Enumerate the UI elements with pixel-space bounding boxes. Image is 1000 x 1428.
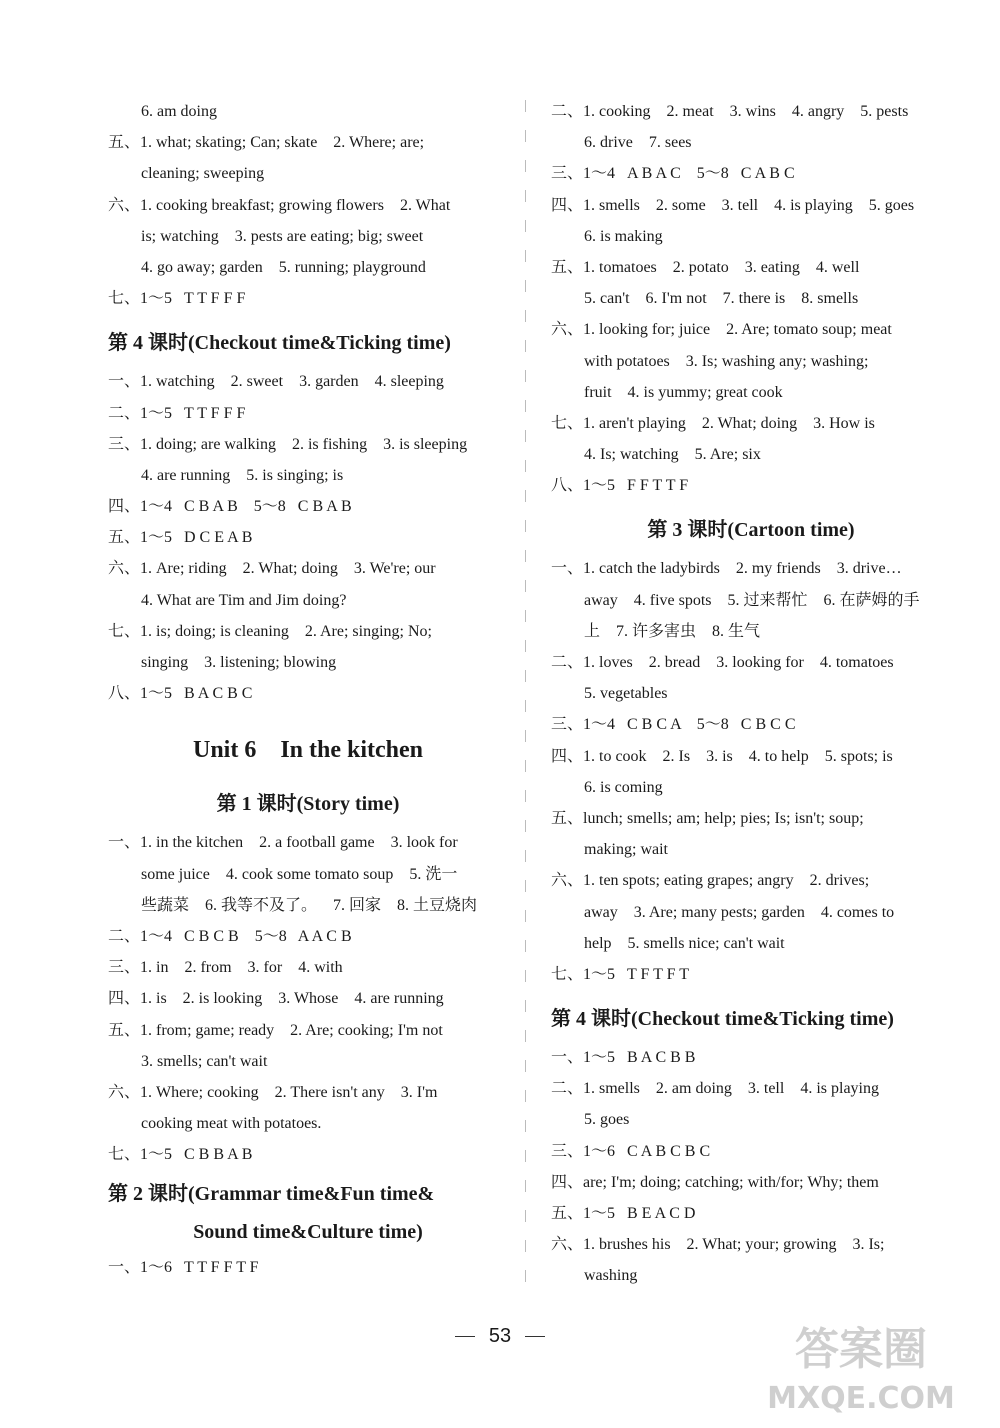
answer-line: 六、1. looking for; juice 2. Are; tomato soup; meat — [551, 321, 892, 339]
footer-dash-left — [455, 1336, 475, 1337]
answer-line: 七、1～5 T F T F T — [551, 965, 689, 983]
answer-line: 些蔬菜 6. 我等不及了。 7. 回家 8. 土豆烧肉 — [141, 896, 478, 914]
answer-line: 五、1. from; game; ready 2. Are; cooking; I'm not — [108, 1021, 443, 1039]
answer-line: 六、1. Where; cooking 2. There isn't any 3. I'm — [108, 1083, 438, 1101]
answer-line: 二、1. cooking 2. meat 3. wins 4. angry 5. pests — [551, 103, 909, 120]
answer-line: 6. drive 7. sees — [584, 134, 692, 152]
unit-title: Unit 6 In the kitchen — [192, 737, 424, 764]
answer-line: 六、1. cooking breakfast; growing flowers 2. What — [108, 196, 451, 214]
answer-line: cleaning; sweeping — [141, 165, 265, 183]
answer-line: with potatoes 3. Is; washing any; washing; — [584, 352, 869, 370]
answer-line: 5. goes — [584, 1111, 630, 1129]
answer-line: 四、1. smells 2. some 3. tell 4. is playing 5. goes — [551, 196, 915, 214]
answer-group — [108, 1252, 508, 1283]
answer-line: 四、1. to cook 2. Is 3. is 4. to help 5. spots; is — [551, 747, 893, 765]
answer-line: 三、1～6 C A B C B C — [551, 1142, 711, 1160]
answer-line: 七、1～5 C B B A B — [108, 1146, 253, 1164]
answer-line: 七、1～5 T T F F F — [108, 290, 246, 308]
answer-group — [551, 1042, 951, 1292]
answer-line: 5. vegetables — [584, 685, 668, 703]
answer-line: 二、1. loves 2. bread 3. looking for 4. tomatoes — [551, 654, 894, 671]
answer-line: 二、1. smells 2. am doing 3. tell 4. is playing — [551, 1080, 879, 1098]
answer-line: 七、1. aren't playing 2. What; doing 3. How is — [551, 414, 875, 432]
section-heading: 第 3 课时(Cartoon time) — [647, 519, 855, 542]
watermark-logo — [736, 1312, 986, 1422]
watermark-top-text: 答案圈 — [795, 1324, 927, 1375]
answer-line: 6. is coming — [584, 778, 663, 796]
answer-line: some juice 4. cook some tomato soup 5. 洗一 — [141, 865, 458, 883]
answer-line: 五、1～5 D C E A B — [108, 529, 253, 547]
answer-line: 六、1. brushes his 2. What; your; growing 3. Is; — [551, 1236, 885, 1254]
answer-line: 五、1. what; skating; Can; skate 2. Where; are; — [108, 134, 425, 152]
answer-line: 四、1. is 2. is looking 3. Whose 4. are running — [108, 990, 444, 1008]
answer-line: 一、1. watching 2. sweet 3. garden 4. sleeping — [108, 373, 444, 391]
section-heading-continued: Sound time&Culture time) — [193, 1221, 423, 1244]
answer-line: help 5. smells nice; can't wait — [584, 934, 785, 952]
answer-line: 4. are running 5. is singing; is — [141, 466, 344, 484]
answer-line: 六、1. ten spots; eating grapes; angry 2. drives; — [551, 872, 870, 890]
answer-group — [108, 96, 508, 314]
answer-line: 五、lunch; smells; am; help; pies; Is; isn't; soup; — [551, 809, 864, 827]
answer-line: 五、1. tomatoes 2. potato 3. eating 4. well — [551, 258, 860, 276]
answer-line: 四、are; I'm; doing; catching; with/for; Why; them — [551, 1173, 879, 1191]
answer-line: away 3. Are; many pests; garden 4. comes to — [584, 903, 895, 921]
answer-line: 4. Is; watching 5. Are; six — [584, 446, 761, 464]
answer-line: 6. is making — [584, 227, 663, 245]
answer-line: washing — [584, 1267, 638, 1285]
answer-line: 一、1～6 T T F F T F — [108, 1259, 259, 1277]
answer-line: singing 3. listening; blowing — [141, 654, 337, 671]
answer-group — [551, 553, 951, 990]
answer-line: 二、1～5 T T F F F — [108, 404, 246, 422]
section-heading: 第 4 课时(Checkout time&Ticking time) — [551, 1008, 894, 1031]
answer-line: 三、1. doing; are walking 2. is fishing 3. is sleeping — [108, 435, 468, 453]
watermark-bottom-text: MXQE.COM — [767, 1381, 955, 1416]
answer-line: 六、1. Are; riding 2. What; doing 3. We're; our — [108, 560, 436, 578]
answer-line: 三、1～4 A B A C 5～8 C A B C — [551, 165, 795, 183]
answer-line: 七、1. is; doing; is cleaning 2. Are; singing; No; — [108, 622, 432, 640]
answer-line: 二、1～4 C B C B 5～8 A A C B — [108, 927, 352, 945]
section-heading: 第 1 课时(Story time) — [216, 793, 400, 816]
answer-line: 八、1～5 F F T T F — [551, 477, 689, 495]
answer-line: away 4. five spots 5. 过来帮忙 6. 在萨姆的手 — [584, 591, 920, 609]
answer-line: 5. can't 6. I'm not 7. there is 8. smells — [584, 290, 859, 308]
answer-line: 4. What are Tim and Jim doing? — [141, 591, 347, 609]
answer-line: is; watching 3. pests are eating; big; sweet — [141, 227, 424, 245]
right-column — [551, 96, 951, 1292]
answer-line: 三、1. in 2. from 3. for 4. with — [108, 959, 343, 977]
answer-group — [551, 96, 951, 501]
answer-line: 五、1～5 B E A C D — [551, 1205, 696, 1222]
left-column — [108, 96, 508, 1284]
answer-group — [108, 827, 508, 1170]
answer-line: 6. am doing — [141, 103, 217, 120]
answer-group — [108, 366, 508, 709]
section-heading: 第 4 课时(Checkout time&Ticking time) — [108, 332, 451, 355]
column-divider — [525, 100, 526, 1300]
answer-line: 一、1～5 B A C B B — [551, 1049, 696, 1067]
answer-line: 三、1～4 C B C A 5～8 C B C C — [551, 716, 796, 734]
section-heading: 第 2 课时(Grammar time&Fun time& — [108, 1183, 435, 1206]
answer-line: 八、1～5 B A C B C — [108, 685, 253, 703]
answer-line: 4. go away; garden 5. running; playground — [141, 258, 426, 276]
footer-dash-right — [525, 1336, 545, 1337]
answer-line: fruit 4. is yummy; great cook — [584, 383, 783, 401]
answer-line: cooking meat with potatoes. — [141, 1115, 322, 1133]
answer-line: 一、1. catch the ladybirds 2. my friends 3. drive… — [551, 560, 902, 578]
answer-line: 上 7. 许多害虫 8. 生气 — [584, 622, 761, 640]
answer-line: 一、1. in the kitchen 2. a football game 3. look for — [108, 834, 458, 852]
answer-line: making; wait — [584, 841, 668, 859]
answer-line: 3. smells; can't wait — [141, 1052, 268, 1070]
answer-line: 四、1～4 C B A B 5～8 C B A B — [108, 498, 352, 516]
page-number: 53 — [488, 1325, 512, 1347]
